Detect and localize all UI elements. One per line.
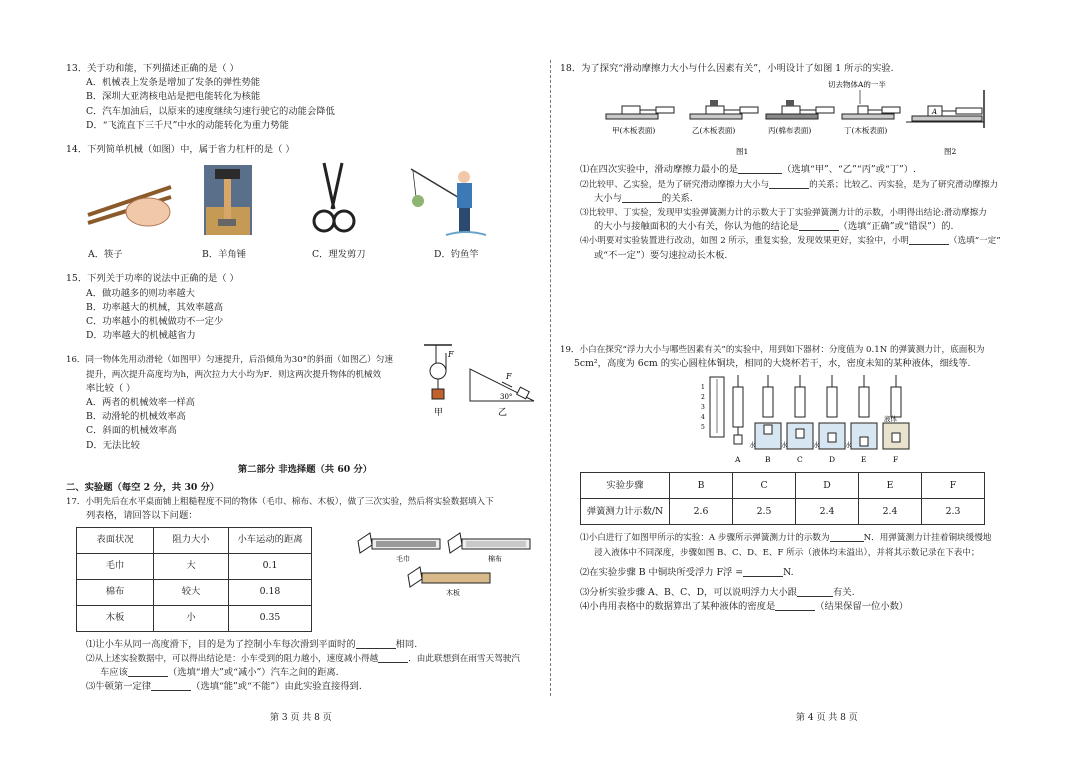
q18-sub3-text: ⑶比较甲、丁实验，发现甲实验弹簧测力计的示数大于丁实验弹簧测力计的示数，小明得出结论:滑动摩擦力 bbox=[580, 208, 987, 219]
q14-label-a: A．筷子 bbox=[88, 249, 123, 261]
scissors-image bbox=[314, 163, 354, 231]
q15-option-b: B．功率越大的机械，其效率越高 bbox=[86, 301, 223, 313]
question-17 bbox=[66, 495, 544, 694]
q13-option-d: D．“飞流直下三千尺”中水的动能转化为重力势能 bbox=[86, 119, 289, 131]
q19-sub-1-cont bbox=[560, 546, 1038, 560]
q14-stem: 14．下列简单机械（如图）中，属于省力杠杆的是（ ） bbox=[66, 144, 295, 156]
q19-sub-4 bbox=[560, 600, 1038, 614]
q17-sub-2 bbox=[66, 652, 544, 666]
q17-sub-3 bbox=[66, 680, 544, 694]
q18-fig2-caption: 图2 bbox=[944, 147, 957, 157]
q17-cell: 棉布 bbox=[77, 579, 154, 605]
q17-sub1-text: ⑴让小车从同一高度滑下，目的是为了控制小车每次滑到平面时的 bbox=[86, 638, 356, 650]
answer-blank[interactable] bbox=[151, 680, 191, 691]
q16-option-a: A．两者的机械效率一样高 bbox=[86, 397, 195, 409]
q16-fig-force-jia: F bbox=[448, 350, 454, 360]
beakers bbox=[755, 375, 909, 449]
q17-sub2-text-c: 车应该 bbox=[100, 667, 128, 679]
q19-line-2: 5cm²，高度为 6cm 的实心圆柱体铜块，相同的大烧杯若干，水，密度未知的某种液体，细线等. bbox=[574, 358, 971, 370]
q16-line-1: 16．同一物体先用动滑轮（如图甲）匀速提升，后沿倾角为30°的斜面（如图乙）匀速 bbox=[66, 355, 393, 366]
q17-sub2-text: ⑵从上述实验数据中，可以得出结论是：小车受到的阻力越小，速度减小得越 bbox=[86, 653, 379, 664]
answer-blank[interactable] bbox=[378, 652, 408, 663]
q17-sub1-text-end: 相同. bbox=[395, 638, 418, 650]
q18-sub-3-cont bbox=[560, 220, 1038, 234]
q18-sub-4-cont bbox=[560, 249, 1038, 263]
q18-figure bbox=[560, 76, 1036, 158]
q17-cell: 小 bbox=[154, 605, 229, 631]
liquid-label-f: 液体 bbox=[884, 415, 897, 424]
claw-hammer-image bbox=[204, 165, 252, 235]
q17-header-distance: 小车运动的距离 bbox=[229, 527, 312, 553]
q18-sub-2 bbox=[560, 178, 1038, 192]
q19-header: F bbox=[922, 473, 985, 499]
q15-option-d: D．功率越大的机械越省力 bbox=[86, 330, 196, 342]
question-16 bbox=[66, 350, 544, 452]
page-4-footer: 第 4 页 共 8 页 bbox=[796, 713, 858, 723]
q17-fig-towel: 毛巾 bbox=[396, 555, 410, 564]
q16-figure bbox=[422, 341, 540, 433]
q17-sub3-text-end: （选填“能”或“不能”）由此实验直接得到. bbox=[191, 681, 362, 693]
q16-fig-angle: 30° bbox=[500, 393, 513, 402]
q17-cell: 木板 bbox=[77, 605, 154, 631]
spring-scale-a bbox=[701, 375, 743, 444]
q13-option-a: A．机械表上发条是增加了发条的弹性势能 bbox=[86, 77, 261, 89]
scale-tick: 2 bbox=[701, 394, 705, 402]
q18-fig1-caption: 图1 bbox=[736, 147, 749, 157]
q17-figure bbox=[356, 529, 536, 609]
answer-blank[interactable] bbox=[128, 666, 168, 677]
page-3-footer: 第 3 页 共 8 页 bbox=[270, 713, 332, 723]
q16-fig-jia-label: 甲 bbox=[434, 408, 444, 419]
answer-blank[interactable] bbox=[830, 531, 864, 542]
question-18 bbox=[560, 62, 1038, 263]
q18-sub-4 bbox=[560, 234, 1038, 248]
q17-fig-board: 木板 bbox=[446, 589, 460, 598]
q18-fig-label-jia: 甲(木板表面) bbox=[612, 126, 656, 136]
q19-sub1-text-b: N．用弹簧测力计挂着铜块缓慢地 bbox=[863, 533, 992, 544]
q18-fig-label-ding: 丁(木板表面) bbox=[844, 126, 888, 136]
q19-cell: 弹簧测力计示数/N bbox=[581, 499, 670, 525]
q19-cell: 2.4 bbox=[859, 499, 922, 525]
liquid-label-c: 水 bbox=[781, 441, 788, 450]
step-label-d: D bbox=[829, 455, 836, 465]
answer-blank[interactable] bbox=[743, 566, 783, 577]
q18-fig-label-bing: 丙(棉布表面) bbox=[768, 126, 812, 136]
q17-header-resistance: 阻力大小 bbox=[154, 527, 229, 553]
q17-fig-cotton: 棉布 bbox=[488, 555, 502, 564]
q19-sub3-text-end: 有关. bbox=[833, 587, 855, 599]
q14-label-d: D．钓鱼竿 bbox=[434, 249, 479, 261]
q17-cell: 较大 bbox=[154, 579, 229, 605]
q18-fig-label-yi: 乙(木板表面) bbox=[692, 126, 736, 136]
q13-option-c: C．汽车加油后，以原来的速度继续匀速行驶它的动能会降低 bbox=[86, 105, 335, 117]
q18-sub2-text-c: 大小与 bbox=[594, 192, 622, 204]
q16-option-b: B．动滑轮的机械效率高 bbox=[86, 411, 186, 423]
question-14 bbox=[66, 143, 544, 262]
friction-setup-bing bbox=[766, 100, 834, 119]
question-15 bbox=[66, 272, 544, 343]
q19-header: B bbox=[670, 473, 733, 499]
fishing-rod-image bbox=[411, 169, 486, 235]
q17-header-surface: 表面状况 bbox=[77, 527, 154, 553]
q17-table bbox=[76, 527, 312, 632]
q19-sub3-text: ⑶分析实验步骤 A、B、C、D，可以说明浮力大小跟 bbox=[580, 587, 798, 599]
step-label-c: C bbox=[797, 455, 803, 465]
q17-cell: 0.1 bbox=[229, 553, 312, 579]
q16-option-d: D．无法比较 bbox=[86, 439, 140, 451]
q18-sub2-text-d: 的关系. bbox=[661, 192, 693, 204]
q18-fig2-block-a: A bbox=[932, 108, 938, 117]
friction-setup-yi bbox=[690, 100, 758, 119]
q16-line-2: 提升，两次提升高度均为h，两次拉力大小均为F．则这两次提升物体的机械效 bbox=[86, 369, 382, 380]
q18-sub2-text: ⑵比较甲、乙实验，是为了研究滑动摩擦力大小与 bbox=[580, 179, 770, 190]
q18-sub-3 bbox=[560, 206, 1038, 220]
answer-blank[interactable] bbox=[738, 163, 782, 174]
page-4-column bbox=[560, 62, 1038, 614]
answer-blank[interactable] bbox=[909, 234, 949, 245]
part-2-title: 第二部分 非选择题（共 60 分） bbox=[237, 463, 373, 475]
q19-sub1-text-c: 浸入液体中不同深度，步骤如图 B、C、D、E、F 所示（液体均未溢出），并将其示数记录在下表中； bbox=[594, 547, 980, 558]
q19-sub-2 bbox=[560, 566, 1038, 580]
q18-stem: 18．为了探究“滑动摩擦力大小与什么因素有关”，小明设计了如图 1 所示的实验. bbox=[560, 63, 894, 74]
fig2-setup bbox=[906, 90, 984, 128]
q19-sub4-text: ⑷小冉用表格中的数据算出了某种液体的密度是 bbox=[580, 601, 776, 613]
q18-sub-1 bbox=[560, 163, 1038, 177]
q14-figures bbox=[66, 157, 536, 243]
q19-cell: 2.4 bbox=[796, 499, 859, 525]
q18-sub1-text-end: （选填“甲”、“乙”“丙”或“丁”）. bbox=[782, 164, 917, 176]
q16-fig-yi-label: 乙 bbox=[498, 408, 508, 419]
liquid-label-b: 水 bbox=[749, 441, 756, 450]
q17-sub-2-cont bbox=[66, 666, 544, 680]
q18-cut-label: 切去物体A的一半 bbox=[828, 80, 886, 90]
q19-sub-1 bbox=[560, 531, 1038, 545]
q17-cell: 0.18 bbox=[229, 579, 312, 605]
step-label-b: B bbox=[765, 455, 771, 465]
column-divider bbox=[550, 60, 551, 696]
q18-sub-2-cont bbox=[560, 192, 1038, 206]
q19-header: D bbox=[796, 473, 859, 499]
q13-option-b: B．深圳大亚湾核电站是把电能转化为核能 bbox=[86, 91, 261, 103]
q15-option-a: A．做功越多的则功率越大 bbox=[86, 287, 195, 299]
question-13 bbox=[66, 62, 544, 133]
q18-sub1-text: ⑴在四次实验中，滑动摩擦力最小的是 bbox=[580, 164, 739, 176]
q16-line-3: 率比较（ ） bbox=[86, 382, 136, 394]
q18-sub4-text-b: （选填“一定” bbox=[948, 236, 1001, 247]
q17-line-1: 17．小明先后在水平桌面铺上粗糙程度不同的物体（毛巾、棉布、木板），做了三次实验，然后将实验数据填入下 bbox=[66, 497, 494, 508]
step-label-f: F bbox=[893, 455, 899, 465]
q19-figure bbox=[560, 371, 1036, 467]
q17-sub2-text-d: （选填“增大”或“减小”）汽车之间的距离. bbox=[167, 667, 339, 679]
q18-sub2-text-mid: 的关系；比较乙、丙实验，是为了研究滑动摩擦力 bbox=[809, 179, 999, 190]
liquid-label-e: 水 bbox=[845, 441, 852, 450]
q17-cell: 毛巾 bbox=[77, 553, 154, 579]
question-19 bbox=[560, 343, 1038, 615]
q17-line-2: 列表格，请回答以下问题： bbox=[86, 510, 198, 522]
q19-line-1: 19．小白在探究“浮力大小与哪些因素有关”的实验中，用到如下器材：分度值为 0.1N 的弹簧测力计，底面积为 bbox=[560, 344, 985, 355]
q19-table bbox=[580, 472, 985, 525]
q19-sub1-text: ⑴小白进行了如图甲所示的实验：A 步骤所示弹簧测力计的示数为 bbox=[580, 533, 830, 544]
q19-sub2-text-end: N. bbox=[783, 566, 794, 578]
section-heading: 二、实验题（每空 2 分，共 30 分） bbox=[66, 482, 220, 494]
step-label-e: E bbox=[861, 455, 867, 465]
q17-sub-1 bbox=[66, 638, 544, 652]
q15-stem: 15．下列关于功率的说法中正确的是（ ） bbox=[66, 273, 239, 285]
q16-fig-force-yi: F bbox=[506, 372, 512, 382]
q14-label-c: C．理发剪刀 bbox=[312, 249, 366, 261]
q18-sub3-text-b: 的大小与接触面积的大小有关，你认为他的结论是 bbox=[594, 221, 799, 233]
q16-option-c: C．斜面的机械效率高 bbox=[86, 425, 177, 437]
liquid-label-d: 水 bbox=[813, 441, 820, 450]
q17-sub3-text: ⑶牛顿第一定律 bbox=[86, 681, 152, 693]
chopsticks-image bbox=[88, 187, 171, 226]
friction-setup-ding bbox=[842, 90, 900, 119]
q19-header: C bbox=[733, 473, 796, 499]
q19-cell: 2.6 bbox=[670, 499, 733, 525]
q19-header: E bbox=[859, 473, 922, 499]
answer-blank[interactable] bbox=[775, 600, 815, 611]
q19-header: 实验步骤 bbox=[581, 473, 670, 499]
scale-tick: 4 bbox=[701, 414, 705, 422]
q17-cell: 大 bbox=[154, 553, 229, 579]
answer-blank[interactable] bbox=[797, 586, 833, 597]
friction-setup-jia bbox=[606, 106, 674, 119]
q17-cell: 0.35 bbox=[229, 605, 312, 631]
answer-blank[interactable] bbox=[622, 192, 662, 203]
q17-sub2-text-mid: ．由此联想到在雨雪天驾驶汽 bbox=[408, 653, 520, 664]
q18-sub4-text: ⑷小明要对实验装置进行改动，如图 2 所示，重复实验，发现效果更好，实验中，小明 bbox=[580, 236, 909, 247]
q19-sub-3 bbox=[560, 586, 1038, 600]
answer-blank[interactable] bbox=[356, 638, 396, 649]
q18-sub3-text-c: （选填“正确”或“错误”）的. bbox=[838, 221, 954, 233]
q19-sub4-text-end: （结果保留一位小数） bbox=[815, 601, 909, 613]
answer-blank[interactable] bbox=[799, 220, 839, 231]
answer-blank[interactable] bbox=[769, 178, 809, 189]
q19-cell: 2.3 bbox=[922, 499, 985, 525]
q19-sub2-text: ⑵在实验步骤 B 中铜块所受浮力 F浮 = bbox=[580, 566, 744, 578]
page-3-column bbox=[66, 62, 544, 694]
q13-stem: 13．关于功和能，下列描述正确的是（ ） bbox=[66, 63, 239, 74]
q19-cell: 2.5 bbox=[733, 499, 796, 525]
q14-label-b: B．羊角锤 bbox=[202, 249, 247, 261]
scale-tick: 1 bbox=[701, 384, 705, 392]
q18-sub4-text-c: 或“不一定”）要匀速拉动长木板. bbox=[594, 249, 728, 261]
q15-option-c: C．功率越小的机械做功不一定少 bbox=[86, 316, 224, 328]
step-label-a: A bbox=[735, 455, 741, 465]
scale-tick: 3 bbox=[701, 404, 705, 412]
scale-tick: 5 bbox=[701, 424, 705, 432]
